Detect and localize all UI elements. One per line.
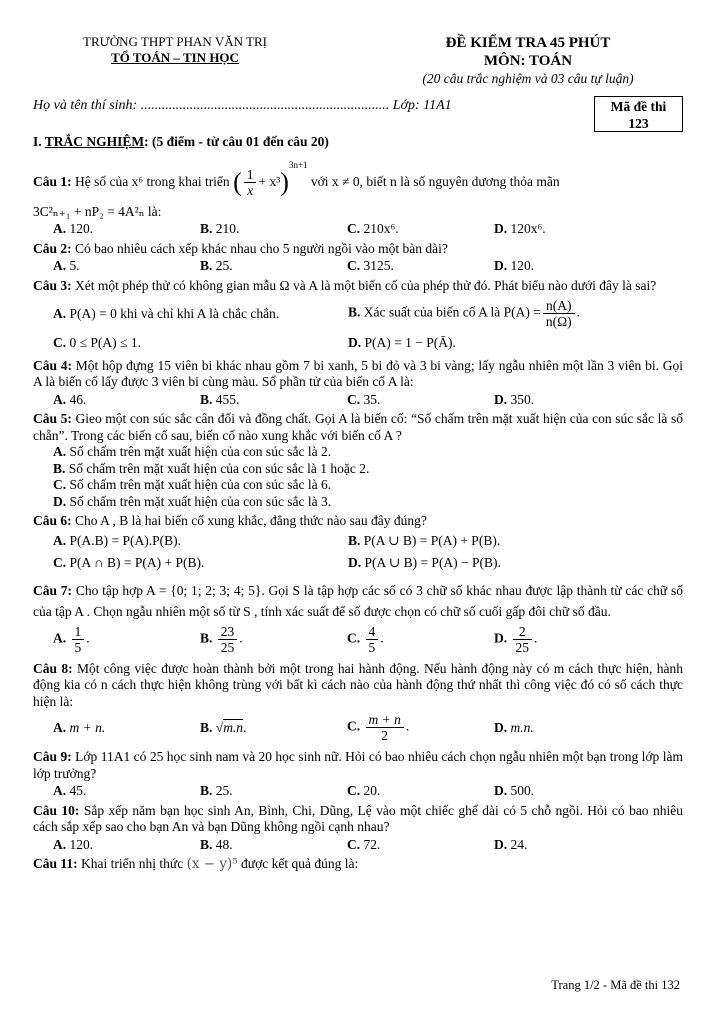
- fraction: [513, 624, 533, 655]
- exam-subject: MÔN: TOÁN: [483, 53, 573, 69]
- option-text: 120x⁶.: [510, 221, 546, 237]
- question-text: Khai triển nhị thức: [77, 856, 187, 872]
- question-text: Lớp 11A1 có 25 học sinh nam và 20 học sinh nữ. Hỏi có bao nhiêu cách chọn ngẫu nhiên một bạn trong lớp làm lớp trưởng?: [33, 749, 683, 781]
- option-a[interactable]: [33, 258, 180, 275]
- option-c[interactable]: [327, 837, 474, 854]
- option-label: D.: [348, 555, 362, 571]
- option-text: P(A ∪ B) = P(A) − P(B).: [364, 555, 501, 571]
- option-d[interactable]: [474, 720, 621, 737]
- option-text: 210.: [215, 221, 240, 237]
- option-text: m.n.: [510, 719, 534, 735]
- option-c[interactable]: C. $\frac{m + n}{2}$ .: [347, 712, 410, 744]
- option-d[interactable]: [474, 837, 621, 854]
- option-d[interactable]: [474, 392, 621, 409]
- option-text: P(A.B) = P(A).P(B).: [69, 532, 181, 548]
- option-text: P(A) = 0 khi và chỉ khi A là chắc chắn.: [69, 305, 280, 321]
- option-text: Xác suất của biến cố A là P(A) =: [363, 305, 541, 320]
- options-row: [33, 783, 683, 800]
- question-text-cont: được kết quả đúng là:: [237, 856, 359, 872]
- option-c[interactable]: [327, 392, 474, 409]
- option-label: C.: [347, 630, 361, 646]
- option-text: 72.: [363, 836, 381, 852]
- option-label: B.: [200, 258, 213, 274]
- question-10: [33, 803, 683, 836]
- exam-code-value: 123: [628, 116, 649, 131]
- option-text: P(A ∪ B) = P(A) + P(B).: [363, 532, 501, 548]
- option-text: 25.: [215, 258, 233, 274]
- question-label: Câu 7:: [33, 582, 73, 598]
- option-label: C.: [347, 258, 361, 274]
- option-b[interactable]: [180, 837, 327, 854]
- option-text: 350.: [510, 391, 535, 407]
- option-text: 25.: [215, 783, 233, 799]
- option-d[interactable]: [33, 494, 683, 511]
- question-text: Một hộp đựng 15 viên bi khác nhau gồm 7 bi xanh, 5 bi đỏ và 3 bi vàng; lấy ngẫu nhiên một lần 3 viên bi. Gọi A là biến cố lấy được 3 viên bi cùng màu. Số phần tử của biến cố A là:: [33, 357, 683, 390]
- sqrt-sign: √: [215, 719, 224, 735]
- options-row: [33, 533, 683, 550]
- options-row: [33, 837, 683, 854]
- option-label: B.: [200, 391, 213, 407]
- option-label: C.: [53, 335, 67, 351]
- denominator: 2: [381, 728, 389, 744]
- question-5: [33, 411, 683, 444]
- fraction: [72, 624, 85, 655]
- option-text: 0 ≤ P(A) ≤ 1.: [69, 335, 141, 351]
- exam-title: ĐỀ KIỂM TRA 45 PHÚT: [445, 35, 611, 51]
- option-text: P(A ∩ B) = P(A) + P(B).: [69, 555, 205, 571]
- exam-content: [33, 132, 683, 873]
- question-label: Câu 10:: [33, 802, 80, 818]
- question-label: Câu 9:: [33, 749, 72, 765]
- option-label: C.: [347, 221, 361, 237]
- options-row: [33, 555, 683, 572]
- option-a[interactable]: [33, 221, 180, 238]
- question-text: Một công việc được hoàn thành bởi một trong hai hành động. Nếu hành động này có m cách thực hiện, hành động kia có n cách thực hiện không trùng với bất kì cách nào của hành động thứ nhất thì công việc đó có số cách thực hiện là:: [33, 660, 683, 709]
- exam-header: [378, 34, 678, 88]
- option-text: 24.: [510, 836, 528, 852]
- numerator: n(A): [543, 298, 575, 314]
- options-row: [33, 392, 683, 409]
- option-label: D.: [348, 335, 362, 351]
- student-name-line: Họ và tên thí sinh: ....................................................................... Lớp: 11A1: [33, 98, 452, 113]
- exam-note: (20 câu trắc nghiệm và 03 câu tự luận): [422, 71, 634, 86]
- numerator: m + n: [366, 712, 404, 728]
- section-heading: [33, 134, 683, 151]
- question-1: [33, 157, 683, 198]
- option-c[interactable]: [33, 555, 328, 572]
- option-text: 35.: [363, 391, 381, 407]
- numerator: 23: [218, 624, 238, 640]
- denominator: n(Ω): [545, 314, 572, 330]
- close-paren: ): [280, 167, 289, 197]
- option-label: A.: [53, 783, 67, 799]
- question-1-condition: 3C²ₙ₊₁ + nP₂ = 4A²ₙ là:: [33, 203, 162, 219]
- option-d[interactable]: D. $\frac{2}{25}$ .: [494, 623, 538, 655]
- exam-code-label: Mã đề thi: [610, 99, 667, 114]
- option-text: m + n.: [69, 719, 106, 735]
- option-text: Số chấm trên mặt xuất hiện của con súc sắc là 2.: [69, 444, 332, 460]
- question-text: Cho tập hợp A = {0; 1; 2; 3; 4; 5}. Gọi S là tập hợp các số có 3 chữ số khác nhau được lập thành từ các chữ số của tập A . Chọn ngẫu nhiên một số từ S , tính xác suất để số được chọn có chữ số cuối gấp đôi chữ số đầu.: [33, 582, 683, 619]
- option-b[interactable]: [180, 258, 327, 275]
- option-d[interactable]: [328, 335, 623, 352]
- question-text: Có bao nhiêu cách xếp khác nhau cho 5 người ngồi vào một bàn dài?: [71, 240, 448, 256]
- option-label: C.: [347, 836, 361, 852]
- question-text: Xét một phép thử có không gian mẫu Ω và A là một biến cố của phép thử đó. Phát biểu nào dưới đây là sai?: [71, 277, 657, 293]
- option-text: Số chấm trên mặt xuất hiện của con súc sắc là 3.: [69, 493, 332, 509]
- option-a[interactable]: [33, 533, 328, 550]
- option-text: 20.: [363, 783, 381, 799]
- option-text: 3125.: [363, 258, 394, 274]
- fraction: [543, 298, 575, 329]
- question-label: Câu 1:: [33, 173, 72, 189]
- option-label: A.: [53, 391, 67, 407]
- option-label: C.: [347, 783, 361, 799]
- option-label: A.: [53, 305, 67, 321]
- expr-term: + x³: [258, 173, 281, 189]
- question-label: Câu 8:: [33, 660, 73, 676]
- exponent: 3n+1: [288, 159, 308, 170]
- math-expression: (x − y)⁵: [186, 856, 238, 873]
- options-row: [33, 298, 683, 329]
- school-name: TRƯỜNG THPT PHAN VĂN TRỊ: [83, 34, 267, 49]
- question-2: [33, 241, 683, 258]
- section-rest: : (5 điểm - từ câu 01 đến câu 20): [144, 134, 329, 149]
- option-text: 455.: [215, 391, 240, 407]
- option-label: B.: [200, 719, 213, 735]
- option-label: B.: [200, 221, 213, 237]
- option-b[interactable]: B. $\frac{23}{25}$ .: [200, 623, 243, 655]
- options-row: [33, 221, 683, 238]
- option-label: D.: [494, 221, 508, 237]
- option-b[interactable]: [180, 392, 327, 409]
- question-text: Sắp xếp năm bạn học sinh An, Bình, Chi, Dũng, Lệ vào một chiếc ghế dài có 5 chỗ ngồi. Hỏi có bao nhiêu cách sắp xếp sao cho bạn An và bạn Dũng không ngồi cạnh nhau?: [33, 802, 683, 835]
- option-label: A.: [53, 444, 67, 460]
- question-text: Gieo một con súc sắc cân đối và đồng chất. Gọi A là biến cố: “Số chấm trên mặt xuất hiện của con súc sắc là số chẵn”. Trong các biến cố sau, biến cố nào xung khắc với biến cố A ?: [33, 411, 683, 443]
- option-label: A.: [53, 221, 67, 237]
- option-label: C.: [53, 477, 67, 493]
- option-label: D.: [53, 493, 67, 509]
- question-label: Câu 2:: [33, 240, 72, 256]
- option-text: 120.: [510, 258, 535, 274]
- option-text: Số chấm trên mặt xuất hiện của con súc sắc là 6.: [69, 477, 332, 493]
- option-label: D.: [494, 719, 508, 735]
- option-a[interactable]: [33, 306, 328, 323]
- option-b[interactable]: [180, 221, 327, 238]
- question-label: Câu 3:: [33, 277, 72, 293]
- exam-code-box: [594, 96, 683, 132]
- option-label: C.: [347, 391, 361, 407]
- option-label: D.: [494, 391, 508, 407]
- denominator: 5: [74, 639, 82, 655]
- option-c[interactable]: [33, 335, 328, 352]
- option-label: A.: [53, 719, 67, 735]
- numerator: 1: [72, 624, 85, 640]
- denominator: 5: [368, 639, 376, 655]
- section-title: TRẮC NGHIỆM: [44, 134, 145, 149]
- option-label: A.: [53, 532, 67, 548]
- options-row: [33, 258, 683, 275]
- option-d[interactable]: [474, 258, 621, 275]
- denominator: 25: [515, 639, 529, 655]
- option-a[interactable]: [33, 392, 180, 409]
- fraction: [366, 712, 404, 743]
- option-c[interactable]: [327, 221, 474, 238]
- options-row: [33, 624, 683, 655]
- question-4: [33, 358, 683, 391]
- open-paren: (: [233, 167, 242, 197]
- option-a[interactable]: [33, 444, 683, 461]
- option-text: Số chấm trên mặt xuất hiện của con súc sắc là 1 hoặc 2.: [68, 460, 370, 476]
- question-text: Cho A , B là hai biến cố xung khắc, đẳng thức nào sau đây đúng?: [71, 513, 427, 529]
- option-b[interactable]: [328, 533, 623, 550]
- question-label: Câu 5:: [33, 411, 72, 427]
- option-label: A.: [53, 258, 67, 274]
- option-label: A.: [53, 836, 67, 852]
- question-11: [33, 856, 683, 873]
- numerator: 2: [513, 624, 533, 640]
- option-a[interactable]: [33, 837, 180, 854]
- option-label: B.: [200, 783, 213, 799]
- numerator: 1: [244, 167, 257, 183]
- options-row: [33, 335, 683, 352]
- option-text: 45.: [69, 783, 87, 799]
- option-label: A.: [53, 630, 67, 646]
- denominator: 25: [220, 639, 235, 655]
- option-b[interactable]: [180, 783, 327, 800]
- page-footer: Trang 1/2 - Mã đề thi 132: [551, 978, 680, 992]
- option-text: 120.: [69, 221, 94, 237]
- option-label: D.: [494, 783, 508, 799]
- section-prefix: I.: [33, 134, 45, 149]
- option-a[interactable]: A. $\frac{1}{5}$ .: [53, 623, 90, 655]
- option-c[interactable]: [327, 783, 474, 800]
- option-label: B.: [200, 836, 213, 852]
- option-label: C.: [347, 719, 361, 734]
- option-label: B.: [348, 305, 361, 320]
- question-6: [33, 513, 683, 530]
- option-text: 5.: [69, 258, 80, 274]
- options-row: [33, 712, 683, 743]
- option-label: D.: [494, 836, 508, 852]
- option-label: D.: [494, 258, 508, 274]
- option-d[interactable]: [328, 555, 623, 572]
- option-a[interactable]: [33, 720, 180, 737]
- option-b[interactable]: B. √m.n.: [200, 719, 247, 735]
- school-header: [40, 34, 310, 66]
- option-c[interactable]: [327, 258, 474, 275]
- option-label: D.: [494, 630, 508, 646]
- fraction: [218, 624, 238, 655]
- question-8: [33, 661, 683, 711]
- option-text: 500.: [510, 783, 535, 799]
- question-label: Câu 6:: [33, 513, 72, 529]
- option-b[interactable]: [33, 461, 683, 478]
- option-text: 46.: [69, 391, 87, 407]
- option-c[interactable]: [33, 477, 683, 494]
- option-text: 48.: [215, 836, 233, 852]
- option-d[interactable]: [474, 221, 621, 238]
- option-text: 210x⁶.: [363, 221, 399, 237]
- option-label: B.: [348, 532, 361, 548]
- question-text: Hệ số của x⁶ trong khai triển: [71, 173, 230, 189]
- option-label: B.: [200, 630, 213, 646]
- option-text: P(A) = 1 − P(Ā).: [364, 335, 456, 351]
- option-label: C.: [53, 555, 67, 571]
- option-d[interactable]: [474, 783, 621, 800]
- option-c[interactable]: C. $\frac{4}{5}$ .: [347, 623, 384, 655]
- option-b[interactable]: B. Xác suất của biến cố A là P(A) = $\frac{n(A)}{n(\Omega)}$ .: [348, 298, 580, 330]
- question-9: [33, 749, 683, 782]
- option-label: B.: [53, 460, 66, 476]
- option-a[interactable]: [33, 783, 180, 800]
- question-label: Câu 4:: [33, 357, 73, 373]
- fraction: [366, 624, 379, 655]
- fraction: [244, 167, 257, 198]
- option-text: 120.: [69, 836, 94, 852]
- question-text-cont: với x ≠ 0, biết n là số nguyên dương thỏa mãn: [307, 173, 560, 189]
- question-label: Câu 11:: [33, 856, 78, 872]
- question-3: [33, 278, 683, 295]
- question-7: [33, 580, 683, 622]
- department-name: TỔ TOÁN – TIN HỌC: [111, 50, 239, 65]
- radicand: m.n: [223, 719, 244, 735]
- numerator: 4: [366, 624, 379, 640]
- denominator: x: [247, 182, 254, 198]
